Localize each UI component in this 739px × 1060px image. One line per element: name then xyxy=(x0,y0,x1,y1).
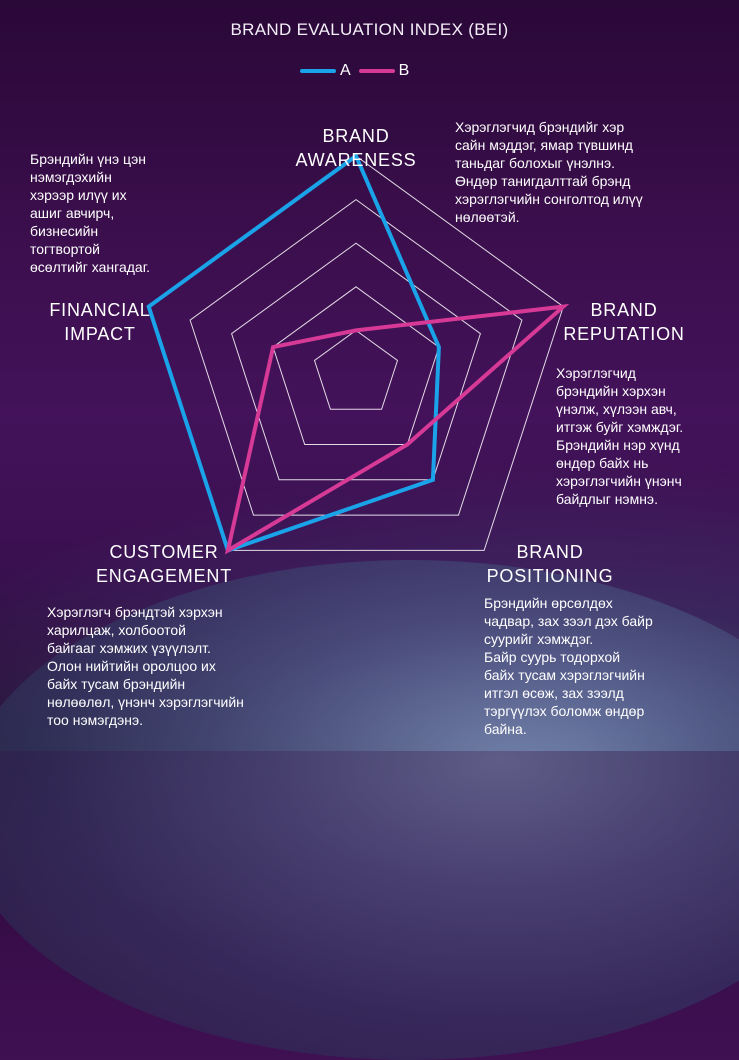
desc-line: Хэрэглэгчид брэндийг хэр xyxy=(455,119,625,135)
desc-line: хэрээр илүү их xyxy=(30,187,127,203)
desc-line: тогтвортой xyxy=(30,241,100,257)
axis-label-line: REPUTATION xyxy=(563,324,685,344)
description-financial-impact xyxy=(30,150,215,276)
axis-label-brand-awareness xyxy=(276,124,436,172)
desc-line: ашиг авчирч, xyxy=(30,205,115,221)
axis-label-line: CUSTOMER xyxy=(109,542,219,562)
desc-line: үнэлж, хүлээн авч, xyxy=(556,401,677,417)
desc-line: Брэндийн нэр хүнд xyxy=(556,437,680,453)
desc-line: өсөлтийг хангадаг. xyxy=(30,259,150,275)
desc-line: брэндийн хэрхэн xyxy=(556,383,666,399)
desc-line: суурийг хэмждэг. xyxy=(484,631,594,647)
desc-line: итгэж буйг хэмждэг. xyxy=(556,419,684,435)
desc-line: байгааг хэмжих үзүүлэлт. xyxy=(47,640,211,656)
desc-line: Олон нийтийн оролцоо их xyxy=(47,658,216,674)
axis-label-financial-impact xyxy=(30,298,170,346)
desc-line: өндөр байх нь xyxy=(556,455,649,471)
description-brand-awareness xyxy=(455,118,700,226)
grid-ring-1 xyxy=(315,330,398,409)
desc-line: Брэндийн өрсөлдөх xyxy=(484,595,613,611)
desc-line: Брэндийн үнэ цэн xyxy=(30,151,146,167)
desc-line: таньдаг болохыг үнэлнэ. xyxy=(455,155,616,171)
axis-label-line: AWARENESS xyxy=(295,150,417,170)
desc-line: байх тусам брэндийн xyxy=(47,676,186,692)
desc-line: сайн мэддэг, ямар түвшинд xyxy=(455,137,633,153)
axis-label-brand-positioning xyxy=(470,540,630,588)
legend-label-a: A xyxy=(340,62,351,79)
desc-line: бизнесийн xyxy=(30,223,99,239)
axis-label-line: POSITIONING xyxy=(486,566,614,586)
desc-line: нөлөөтэй. xyxy=(455,209,520,225)
legend-label-b: B xyxy=(398,62,410,79)
grid-ring-4 xyxy=(190,200,522,515)
desc-line: чадвар, зах зээл дэх байр xyxy=(484,613,653,629)
description-customer-engagement xyxy=(47,603,287,729)
axis-label-line: FINANCIAL xyxy=(49,300,151,320)
desc-line: хэрэглэгчийн сонголтод илүү xyxy=(455,191,643,207)
desc-line: хэрэглэгчийн үнэнч xyxy=(556,473,682,489)
desc-line: байдлыг нэмнэ. xyxy=(556,491,658,507)
description-brand-reputation xyxy=(556,364,726,508)
axis-label-line: BRAND xyxy=(516,542,584,562)
desc-line: тэргүүлэх боломж өндөр xyxy=(484,703,645,719)
desc-line: Байр суурь тодорхой xyxy=(484,649,621,665)
desc-line: харилцаж, холбоотой xyxy=(47,622,186,638)
axis-label-line: BRAND xyxy=(590,300,658,320)
desc-line: нэмэгдэхийн xyxy=(30,169,112,185)
desc-line: тоо нэмэгдэнэ. xyxy=(47,712,144,728)
chart-title: BRAND EVALUATION INDEX (BEI) xyxy=(230,20,509,39)
desc-line: нөлөөлөл, үнэнч хэрэглэгчийн xyxy=(47,694,244,710)
desc-line: Хэрэглэгчид xyxy=(556,365,636,381)
desc-line: Хэрэглэгч брэндтэй хэрхэн xyxy=(47,604,223,620)
axis-label-line: IMPACT xyxy=(64,324,136,344)
desc-line: байх тусам хэрэглэгчийн xyxy=(484,667,645,683)
axis-label-line: BRAND xyxy=(322,126,390,146)
desc-line: байна. xyxy=(484,721,527,737)
axis-label-brand-reputation xyxy=(548,298,700,346)
desc-line: Өндөр танигдалттай брэнд xyxy=(455,173,631,189)
desc-line: итгэл өсөж, зах зээлд xyxy=(484,685,624,701)
axis-label-customer-engagement xyxy=(84,540,244,588)
axis-label-line: ENGAGEMENT xyxy=(95,566,232,586)
grid-ring-2 xyxy=(273,287,439,445)
description-brand-positioning xyxy=(484,594,719,738)
